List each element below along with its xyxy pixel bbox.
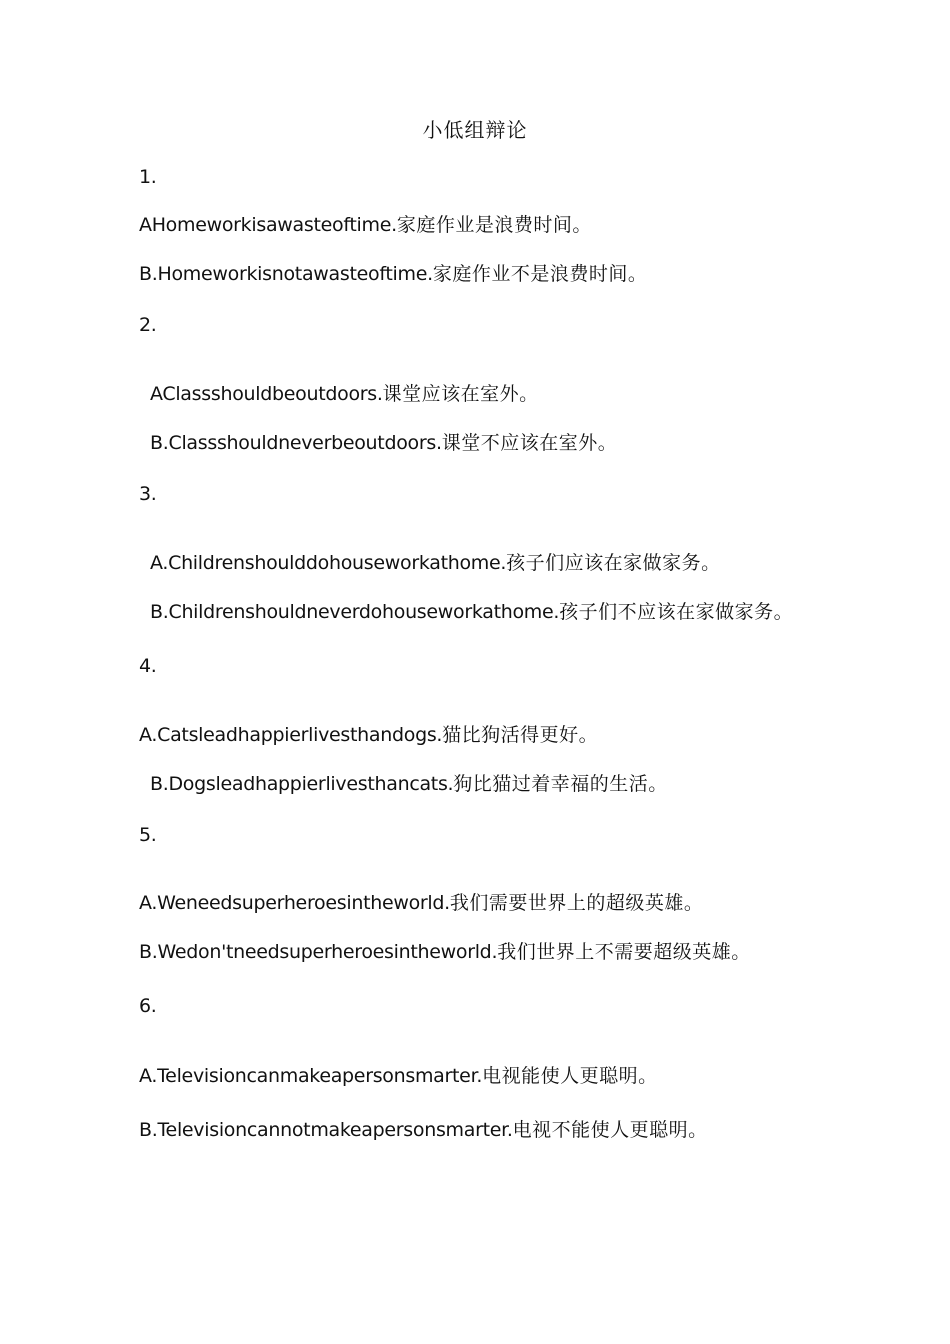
- option-b: [150, 769, 668, 796]
- option-a-english: A.Televisioncanmakeapersonsmarter.: [139, 1065, 483, 1087]
- option-b-chinese: 电视不能使人更聪明。: [512, 1119, 708, 1141]
- option-a-english: A.Catsleadhappierlivesthandogs.: [139, 724, 443, 746]
- option-a-chinese: 电视能使人更聪明。: [482, 1065, 658, 1087]
- option-b-english: B.Classshouldneverbeoutdoors.: [150, 432, 442, 454]
- option-b-english: B.Homeworkisnotawasteoftime.: [139, 263, 433, 285]
- option-a-chinese: 我们需要世界上的超级英雄。: [449, 892, 704, 914]
- option-b: [150, 428, 617, 455]
- option-a-chinese: 孩子们应该在家做家务。: [506, 552, 721, 574]
- option-b-chinese: 孩子们不应该在家做家务。: [559, 601, 794, 623]
- item-number: 4.: [139, 655, 157, 677]
- option-b: [139, 1115, 708, 1142]
- item-number: 6.: [139, 995, 157, 1017]
- document-title: 小低组辩论: [422, 118, 528, 142]
- option-a-english: AClassshouldbeoutdoors.: [150, 383, 383, 405]
- option-a: [150, 548, 721, 575]
- option-a-english: A.Childrenshoulddohouseworkathome.: [150, 552, 507, 574]
- option-a-chinese: 课堂应该在室外。: [382, 383, 539, 405]
- option-b: [150, 597, 793, 624]
- item-number: 1.: [139, 166, 157, 188]
- option-b-chinese: 家庭作业不是浪费时间。: [432, 263, 648, 285]
- option-b-english: B.Childrenshouldneverdohouseworkathome.: [150, 601, 560, 623]
- option-a-chinese: 猫比狗活得更好。: [442, 724, 599, 746]
- option-a: [139, 888, 703, 915]
- option-b-english: B.Dogsleadhappierlivesthancats.: [150, 773, 454, 795]
- option-a: [139, 210, 592, 237]
- option-a-english: AHomeworkisawasteoftime.: [139, 214, 397, 236]
- option-a: [139, 720, 598, 747]
- option-b: [139, 937, 751, 964]
- option-b-chinese: 我们世界上不需要超级英雄。: [497, 941, 751, 963]
- option-a: [150, 379, 539, 406]
- option-a-english: A.Weneedsuperheroesintheworld.: [139, 892, 450, 914]
- option-b-chinese: 狗比猫过着幸福的生活。: [453, 773, 668, 795]
- option-b: [139, 259, 647, 286]
- option-a: [139, 1061, 658, 1088]
- item-number: 3.: [139, 483, 157, 505]
- option-b-english: B.Wedon'tneedsuperheroesintheworld.: [139, 941, 498, 963]
- option-b-english: B.Televisioncannotmakeapersonsmarter.: [139, 1119, 513, 1141]
- item-number: 5.: [139, 824, 157, 846]
- item-number: 2.: [139, 314, 157, 336]
- option-a-chinese: 家庭作业是浪费时间。: [396, 214, 592, 236]
- option-b-chinese: 课堂不应该在室外。: [441, 432, 618, 454]
